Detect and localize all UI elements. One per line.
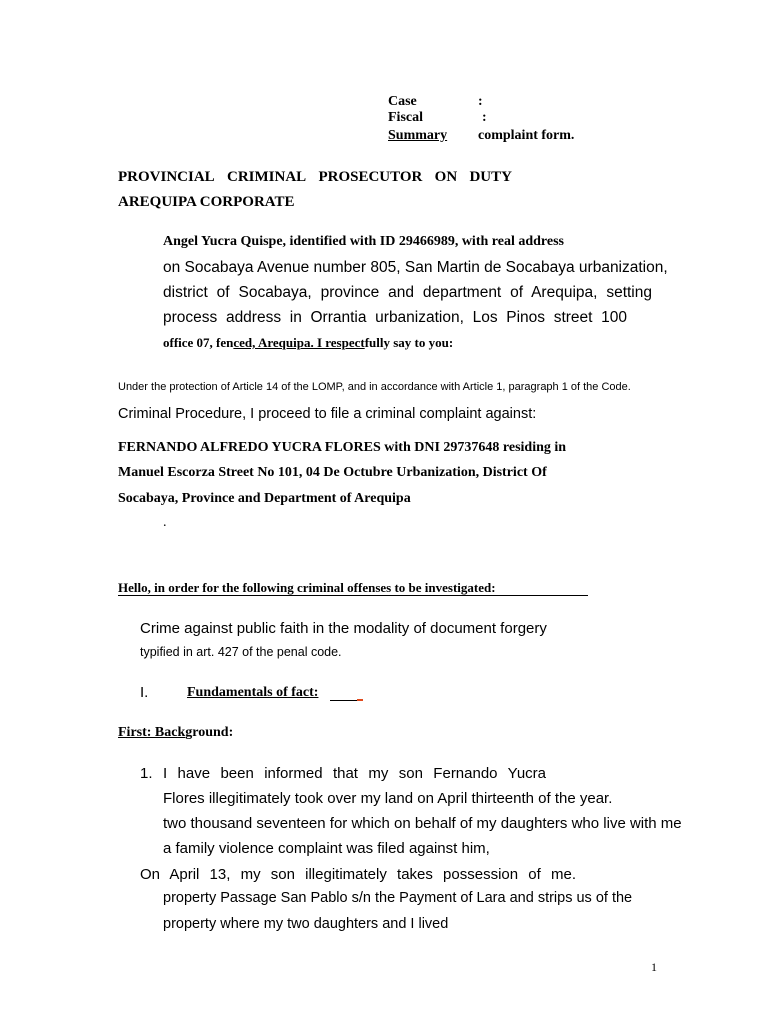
petitioner-line-2: on Socabaya Avenue number 805, San Martin de Socabaya urbanization, [163,259,668,276]
first-background-heading [118,725,233,741]
addressee-word: DUTY [469,169,512,185]
petitioner-line-5 [163,335,453,351]
section-title: Fundamentals of fact: [187,685,319,700]
fiscal-label: Fiscal [388,110,423,125]
addressee-line-1 [118,169,512,186]
addressee-word: PROSECUTOR [318,169,423,185]
case-colon: : [478,94,483,109]
case-label: Case [388,94,417,109]
addressee-word: CRIMINAL [226,169,307,185]
crime-line-1: Crime against public faith in the modality of document forgery [140,620,547,637]
first-background-part-2: ground: [185,725,234,740]
petitioner-line-3: district of Socabaya, province and department of Arequipa, setting [163,284,652,301]
petitioner-line-5-part-3: fully say to you: [364,335,454,350]
section-title-mark [357,699,363,701]
first-background-part-1: First: Back [118,725,186,740]
item-1-line-5: On April 13, my son illegitimately takes possession of me. [140,866,576,883]
section-numeral: I. [140,684,149,701]
petitioner-line-1: Angel Yucra Quispe, identified with ID 29466989, with real address [163,234,564,249]
addressee-word: PROVINCIAL [118,169,215,185]
accused-dot: . [163,515,167,530]
item-1-line-6: property Passage San Pablo s/n the Payment of Lara and strips us of the [163,890,633,906]
accused-line-3: Socabaya, Province and Department of Arequipa [118,491,411,506]
fiscal-colon: : [482,110,487,125]
item-1-line-2: Flores illegitimately took over my land on April thirteenth of the year. [163,790,613,807]
item-1-line-7: property where my two daughters and I lived [163,916,449,932]
accused-line-1: FERNANDO ALFREDO YUCRA FLORES with DNI 29737648 residing in [118,440,567,455]
legal-basis-line-1: Under the protection of Article 14 of the LOMP, and in accordance with Article 1, paragraph 1 of the Code. [118,381,631,393]
petitioner-line-4: process address in Orrantia urbanization, Los Pinos street 100 [163,309,627,326]
petitioner-line-5-part-1: office 07, fen [163,335,234,350]
item-1-line-1: I have been informed that my son Fernando Yucra [163,765,546,782]
summary-value: complaint form. [478,128,575,143]
addressee-word: ON [434,169,458,185]
crime-line-2: typified in art. 427 of the penal code. [140,645,342,659]
page-number: 1 [651,960,657,974]
item-1-line-4: a family violence complaint was filed against him, [163,840,490,857]
summary-label: Summary [388,128,448,143]
item-1-number: 1. [140,765,153,782]
offenses-heading: Hello, in order for the following criminal offenses to be investigated: [118,580,588,596]
legal-basis-line-2: Criminal Procedure, I proceed to file a criminal complaint against: [118,406,537,422]
accused-line-2: Manuel Escorza Street No 101, 04 De Octubre Urbanization, District Of [118,465,547,480]
addressee-line-2: AREQUIPA CORPORATE [118,194,295,210]
petitioner-line-5-part-2: ced, Arequipa. I respect [233,335,365,350]
item-1-line-3: two thousand seventeen for which on behalf of my daughters who live with me [163,815,682,832]
